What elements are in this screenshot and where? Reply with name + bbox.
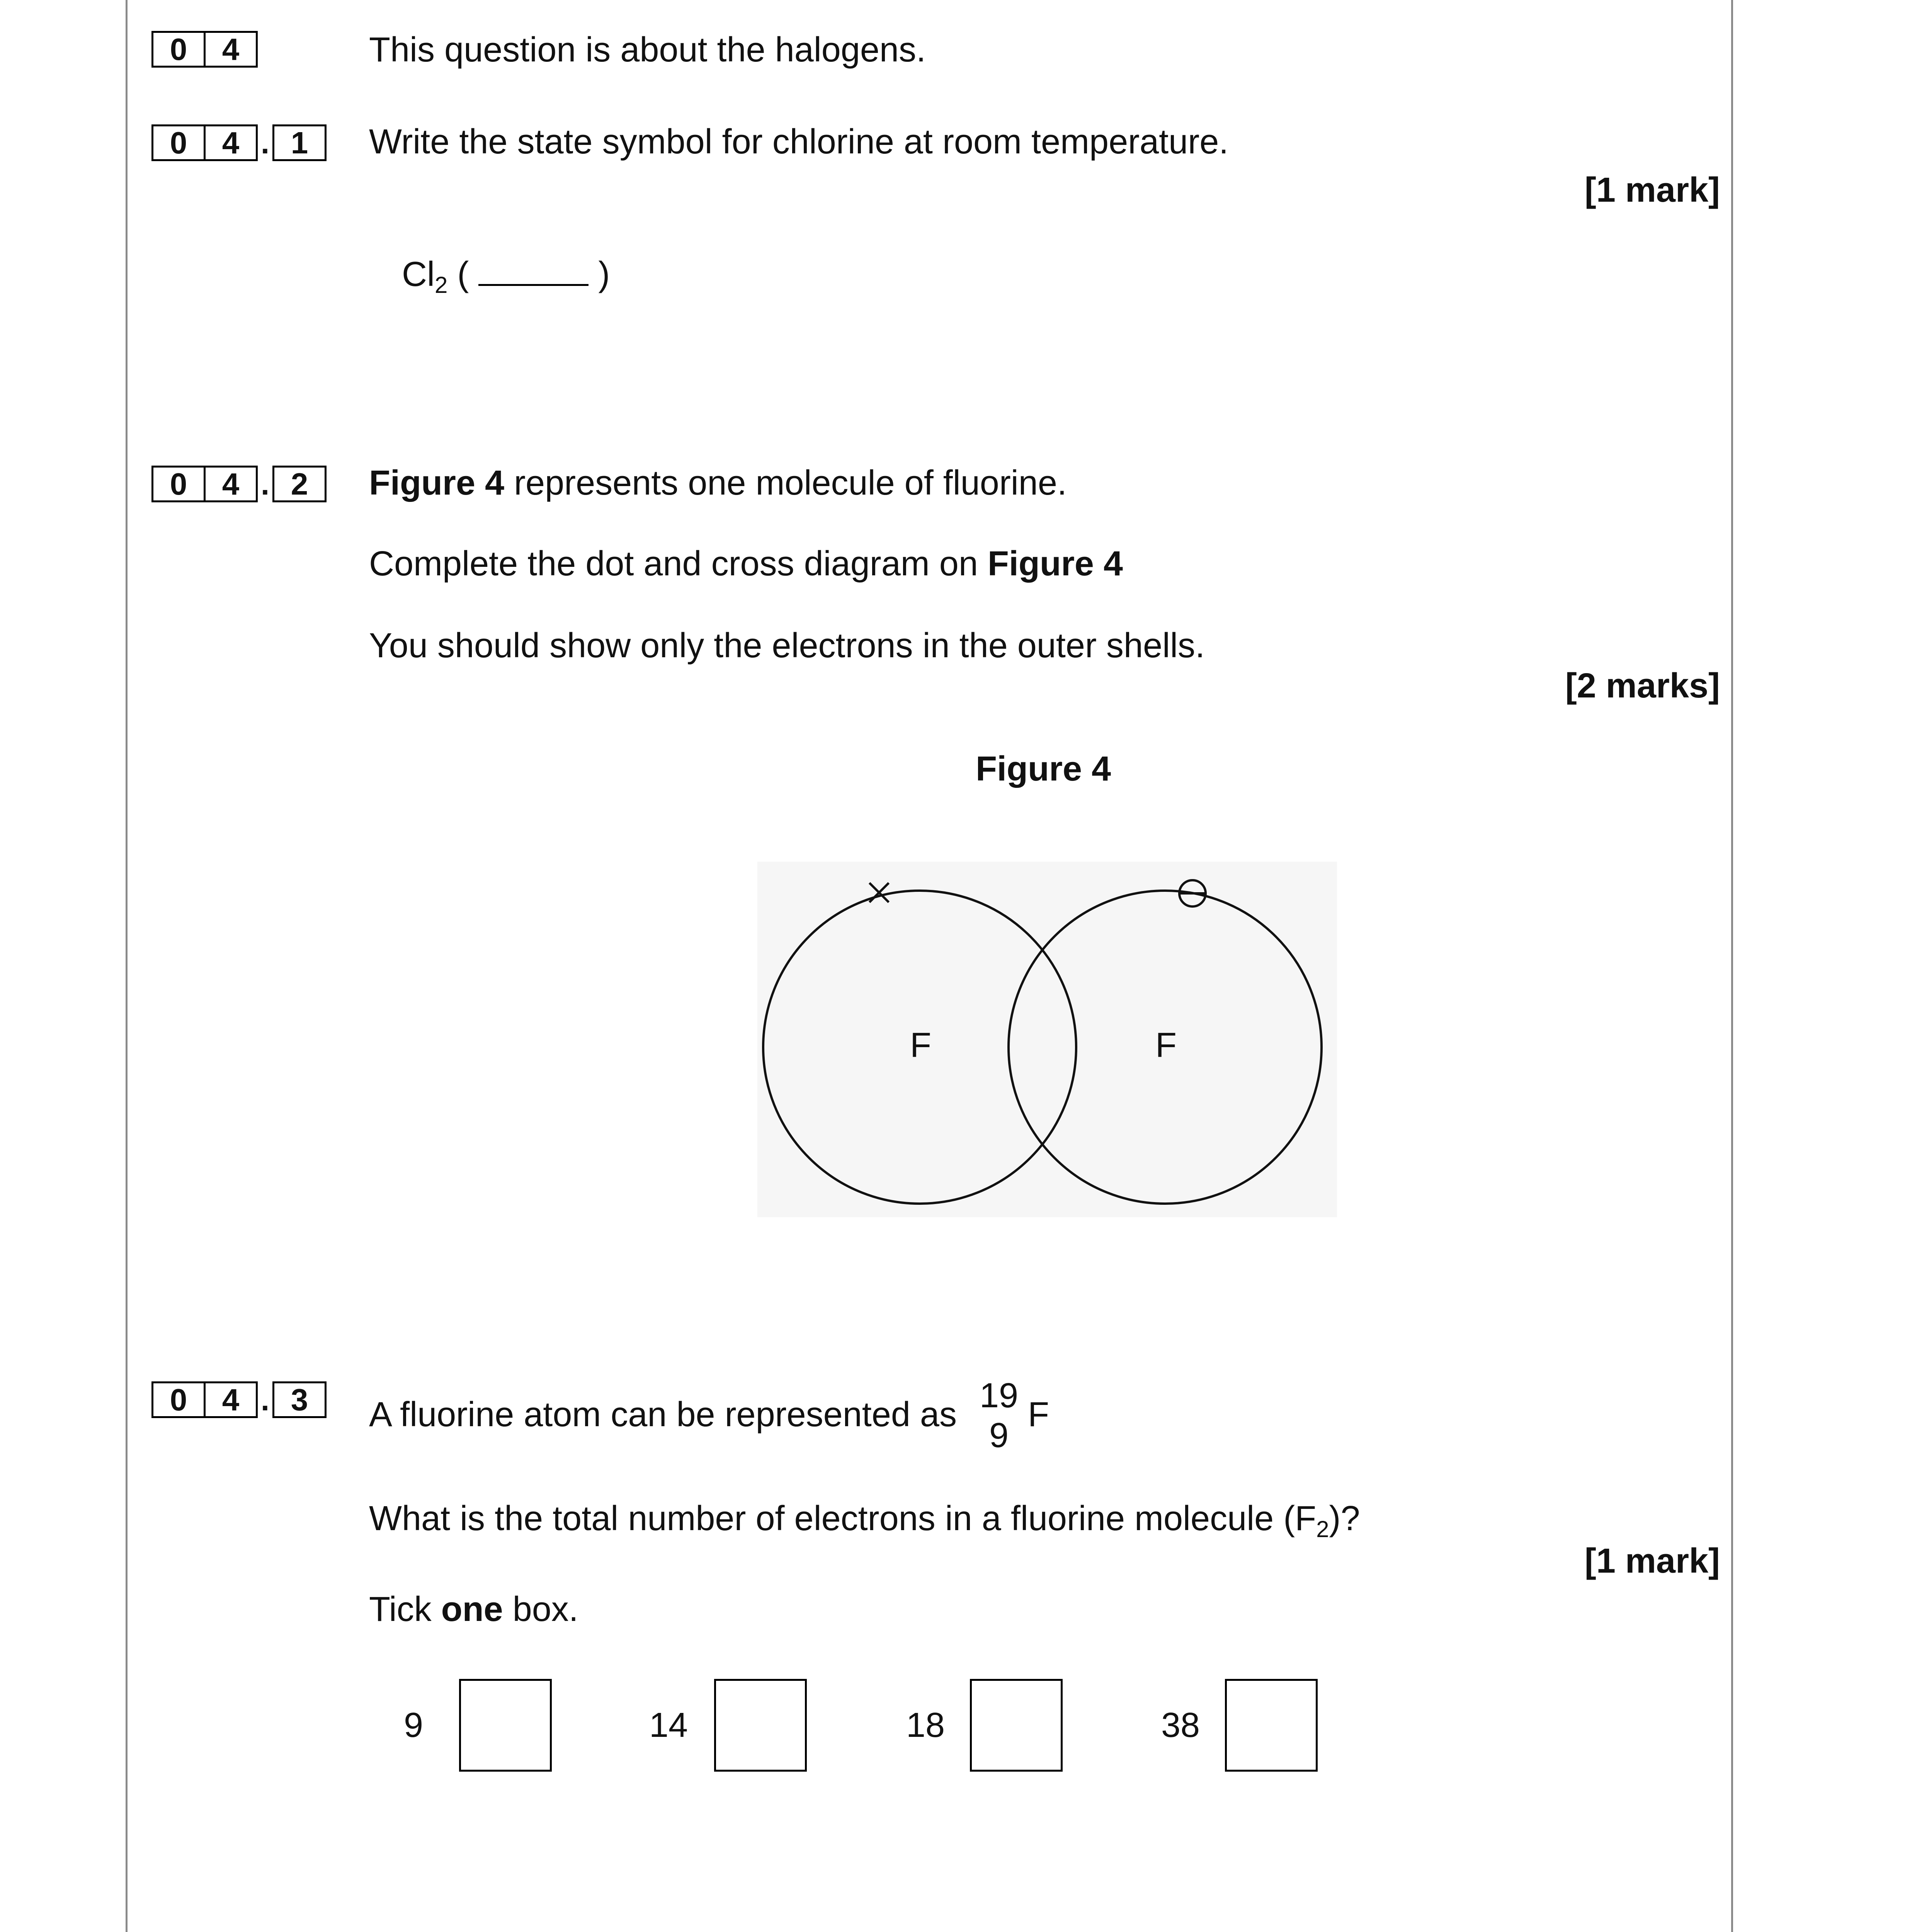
marks-label: [2 marks] bbox=[1565, 667, 1720, 705]
question-number-04-2: 0 4 . 2 bbox=[151, 466, 327, 502]
tick-box-38[interactable] bbox=[1225, 1679, 1318, 1772]
question-text-line1: Figure 4 represents one molecule of fluorine. bbox=[369, 464, 1067, 502]
state-symbol-answer-field[interactable] bbox=[478, 257, 589, 286]
chlorine-formula: Cl bbox=[402, 255, 435, 294]
right-margin-line bbox=[1731, 0, 1733, 1932]
question-text: Write the state symbol for chlorine at room temperature. bbox=[369, 122, 1229, 161]
atom-label-right: F bbox=[1155, 1026, 1177, 1065]
state-symbol-line: $Cl_2$ ( ) bbox=[402, 255, 610, 298]
tick-box-14[interactable] bbox=[714, 1679, 807, 1772]
marks-label: [1 mark] bbox=[1584, 171, 1720, 209]
tick-box-9[interactable] bbox=[459, 1679, 552, 1772]
tick-instruction: Tick one box. bbox=[369, 1590, 578, 1629]
dot-and-cross-diagram[interactable] bbox=[757, 862, 1337, 1217]
question-text-line1: A fluorine atom can be represented as bbox=[369, 1395, 957, 1434]
question-number-04: 0 4 bbox=[151, 31, 258, 68]
option-label-18: 18 bbox=[906, 1706, 945, 1745]
mass-number: 19 bbox=[980, 1376, 1019, 1415]
question-intro: This question is about the halogens. bbox=[369, 31, 926, 69]
question-text-line3: You should show only the electrons in the outer shells. bbox=[369, 626, 1205, 665]
tick-box-18[interactable] bbox=[970, 1679, 1063, 1772]
question-number-04-1: 0 4 . 1 bbox=[151, 124, 327, 161]
question-number-04-3: 0 4 . 3 bbox=[151, 1381, 327, 1418]
option-label-9: 9 bbox=[404, 1706, 424, 1745]
atom-label-left: F bbox=[910, 1026, 931, 1065]
question-text-line2: What is the total number of electrons in a fluorine molecule $(F_2)$? bbox=[369, 1499, 1360, 1542]
element-symbol: F bbox=[1028, 1395, 1049, 1434]
atomic-number: 9 bbox=[989, 1416, 1009, 1455]
left-margin-line bbox=[126, 0, 128, 1932]
option-label-38: 38 bbox=[1161, 1706, 1200, 1745]
question-text-line2: Complete the dot and cross diagram on Figure 4 bbox=[369, 544, 1123, 583]
figure-title: Figure 4 bbox=[976, 750, 1111, 788]
marks-label: [1 mark] bbox=[1584, 1542, 1720, 1580]
option-label-14: 14 bbox=[649, 1706, 688, 1745]
